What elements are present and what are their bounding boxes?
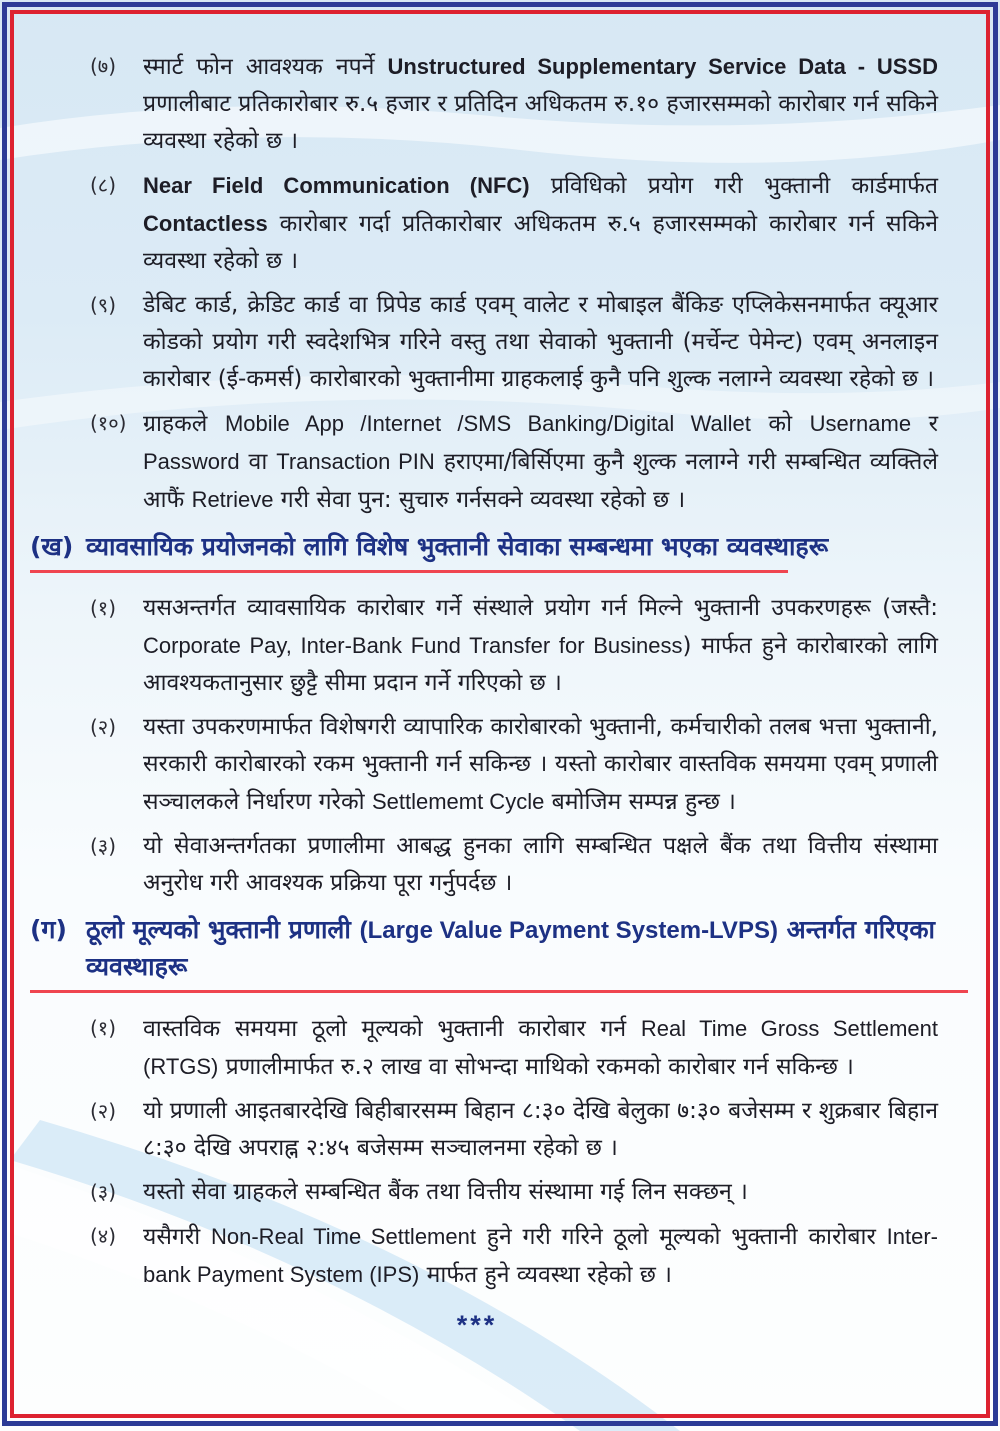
- text-segment: Inter-bank Payment System (IPS): [143, 1224, 939, 1287]
- text-segment: व्यावसायिक प्रयोजनको लागि विशेष भुक्तानी सेवाका सम्बन्धमा भएका व्यवस्थाहरू: [86, 532, 829, 561]
- section-label: (ख): [30, 532, 74, 561]
- text-segment: हुने गरी गरिने ठूलो मूल्यको भुक्तानी कारोबार: [475, 1224, 887, 1250]
- text-segment: (Large Value Payment System-LVPS): [359, 917, 778, 944]
- text-segment: Mobile App /Internet /SMS Banking/Digital Wallet: [224, 411, 751, 436]
- list-item: [90, 48, 938, 160]
- text-segment: ) मार्फत हुने कारोबारको लागि आवश्यकतानुसार छुट्टै सीमा प्रदान गर्ने गरिएको छ ।: [143, 633, 938, 696]
- text-segment: यसैगरी: [143, 1224, 211, 1250]
- text-segment: डेबिट कार्ड, क्रेडिट कार्ड वा प्रिपेड कार्ड एवम् वालेट र मोबाइल बैंकिङ एप्लिकेसनमार्फत क्यूआर कोडको प्रयोग गरी स्वदेशभित्र गरिने वस्तु तथा सेवाको भुक्तानी (मर्चेन्ट पेमेन्ट) एवम् अनलाइन कारोबार (ई-कमर्स) कारोबारको भुक्तानीमा ग्राहकलाई कुनै पनि शुल्क नलाग्ने व्यवस्था रहेको छ ।: [143, 292, 938, 392]
- item-text: [143, 167, 938, 280]
- list-item: [90, 1174, 938, 1211]
- list-item: [90, 167, 938, 280]
- text-segment: Unstructured Supplementary Service Data - USSD: [387, 54, 938, 79]
- text-segment: Contactless: [143, 211, 268, 236]
- heading-underline: [30, 990, 968, 993]
- text-segment: Username: [809, 411, 912, 436]
- item-number: (२): [90, 1099, 117, 1123]
- text-segment: कारोबार गर्दा प्रतिकारोबार अधिकतम रु.५ हजारसम्मको कारोबार गर्न सकिने व्यवस्था रहेको छ ।: [143, 211, 938, 274]
- item-number: (१): [90, 1016, 117, 1040]
- item-number: (३): [90, 1180, 117, 1204]
- text-segment: यो प्रणाली आइतबारदेखि बिहीबारसम्म बिहान ८:३० देखि बेलुका ७:३० बजेसम्म र शुक्रबार बिहान ८:३० देखि अपराह्न २:४५ बजेसम्म सञ्चालनमा रहेको छ ।: [143, 1098, 938, 1161]
- list-item: [90, 1010, 938, 1086]
- list-item: [90, 1218, 938, 1294]
- text-segment: मार्फत हुने व्यवस्था रहेको छ ।: [419, 1262, 672, 1288]
- item-number: (९): [90, 293, 117, 317]
- item-number: (१०): [90, 411, 127, 435]
- section-label: (ग): [30, 915, 67, 944]
- item-number: (१): [90, 596, 117, 620]
- text-segment: हराएमा/बिर्सिएमा कुनै शुल्क नलाग्ने गरी सम्बन्धित व्यक्तिले आफैं: [143, 449, 938, 513]
- item-number: (३): [90, 834, 117, 858]
- text-segment: यस्ता उपकरणमार्फत विशेषगरी व्यापारिक कारोबारको भुक्तानी, कर्मचारीको तलब भत्ता भुक्तानी, सरकारी कारोबारको रकम भुक्तानी गर्न सकिन्छ । यस्तो कारोबार वास्तविक समयमा एवम् प्रणाली सञ्चालकले निर्धारण गरेको: [143, 714, 938, 815]
- list-item: [90, 1093, 938, 1167]
- list-item: [90, 287, 938, 398]
- document-blocks: [16, 48, 938, 1294]
- list-item: [90, 590, 938, 702]
- item-number: (८): [90, 173, 117, 197]
- text-segment: Non-Real Time Settlement: [211, 1224, 476, 1249]
- text-segment: Real Time Gross Settlement (RTGS): [143, 1016, 938, 1079]
- list-item: [90, 709, 938, 821]
- text-segment: वा: [239, 449, 277, 475]
- text-segment: को: [750, 411, 810, 437]
- text-segment: अन्तर्गत गरिएका व्यवस्थाहरू: [86, 915, 936, 981]
- text-segment: वास्तविक समयमा ठूलो मूल्यको भुक्तानी कारोबार गर्न: [143, 1016, 641, 1042]
- text-segment: प्रणालीमार्फत रु.२ लाख वा सोभन्दा माथिको रकमको कारोबार गर्न सकिन्छ ।: [218, 1054, 854, 1080]
- item-text: [143, 405, 938, 519]
- item-text: [143, 828, 938, 902]
- text-segment: Transaction PIN: [276, 449, 435, 474]
- item-text: [143, 590, 938, 702]
- section-title: [86, 529, 938, 565]
- closing-mark: ***: [456, 1310, 498, 1340]
- text-segment: यो सेवाअन्तर्गतका प्रणालीमा आबद्ध हुनका लागि सम्बन्धित पक्षले बैंक तथा वित्तीय संस्थामा अनुरोध गरी आवश्यक प्रक्रिया पूरा गर्नुपर्दछ ।: [143, 833, 938, 896]
- text-segment: यसअन्तर्गत व्यावसायिक कारोबार गर्ने संस्थाले प्रयोग गर्न मिल्ने भुक्तानी उपकरणहरू (जस्तै:: [143, 595, 938, 621]
- text-segment: Retrieve: [191, 487, 274, 512]
- item-text: [143, 1174, 938, 1211]
- text-segment: Corporate Pay, Inter-Bank Fund Transfer for Business: [143, 633, 683, 658]
- text-segment: Password: [143, 449, 240, 474]
- item-text: [143, 287, 938, 398]
- item-number: (२): [90, 715, 117, 739]
- item-text: [143, 1218, 938, 1294]
- text-segment: ग्राहकले: [143, 411, 225, 437]
- list-item: [90, 405, 938, 519]
- section-heading: [30, 529, 938, 565]
- text-segment: बमोजिम सम्पन्न हुन्छ ।: [544, 789, 736, 815]
- text-segment: र: [911, 411, 938, 437]
- item-text: [143, 1093, 938, 1167]
- item-text: [143, 48, 938, 160]
- text-segment: गरी सेवा पुन: सुचारु गर्नसक्ने व्यवस्था रहेको छ ।: [273, 487, 686, 513]
- text-segment: Settlememt Cycle: [371, 789, 545, 814]
- text-segment: प्रणालीबाट प्रतिकारोबार रु.५ हजार र प्रतिदिन अधिकतम रु.१० हजारसम्मको कारोबार गर्न सकिने व्यवस्था रहेको छ ।: [143, 91, 938, 154]
- section-title: [86, 912, 938, 985]
- text-segment: यस्तो सेवा ग्राहकले सम्बन्धित बैंक तथा वित्तीय संस्थामा गई लिन सक्छन् ।: [143, 1179, 748, 1205]
- item-text: [143, 1010, 938, 1086]
- item-number: (४): [90, 1224, 117, 1248]
- item-text: [143, 709, 938, 821]
- text-segment: प्रविधिको प्रयोग गरी भुक्तानी कार्डमार्फत: [529, 173, 938, 199]
- text-segment: Near Field Communication (NFC): [143, 173, 530, 198]
- text-segment: ठूलो मूल्यको भुक्तानी प्रणाली: [86, 915, 360, 944]
- heading-underline: [30, 570, 788, 573]
- list-item: [90, 828, 938, 902]
- section-heading: [30, 912, 938, 985]
- document-content: [16, 16, 984, 1412]
- item-number: (७): [90, 54, 117, 78]
- text-segment: स्मार्ट फोन आवश्यक नपर्ने: [143, 54, 388, 80]
